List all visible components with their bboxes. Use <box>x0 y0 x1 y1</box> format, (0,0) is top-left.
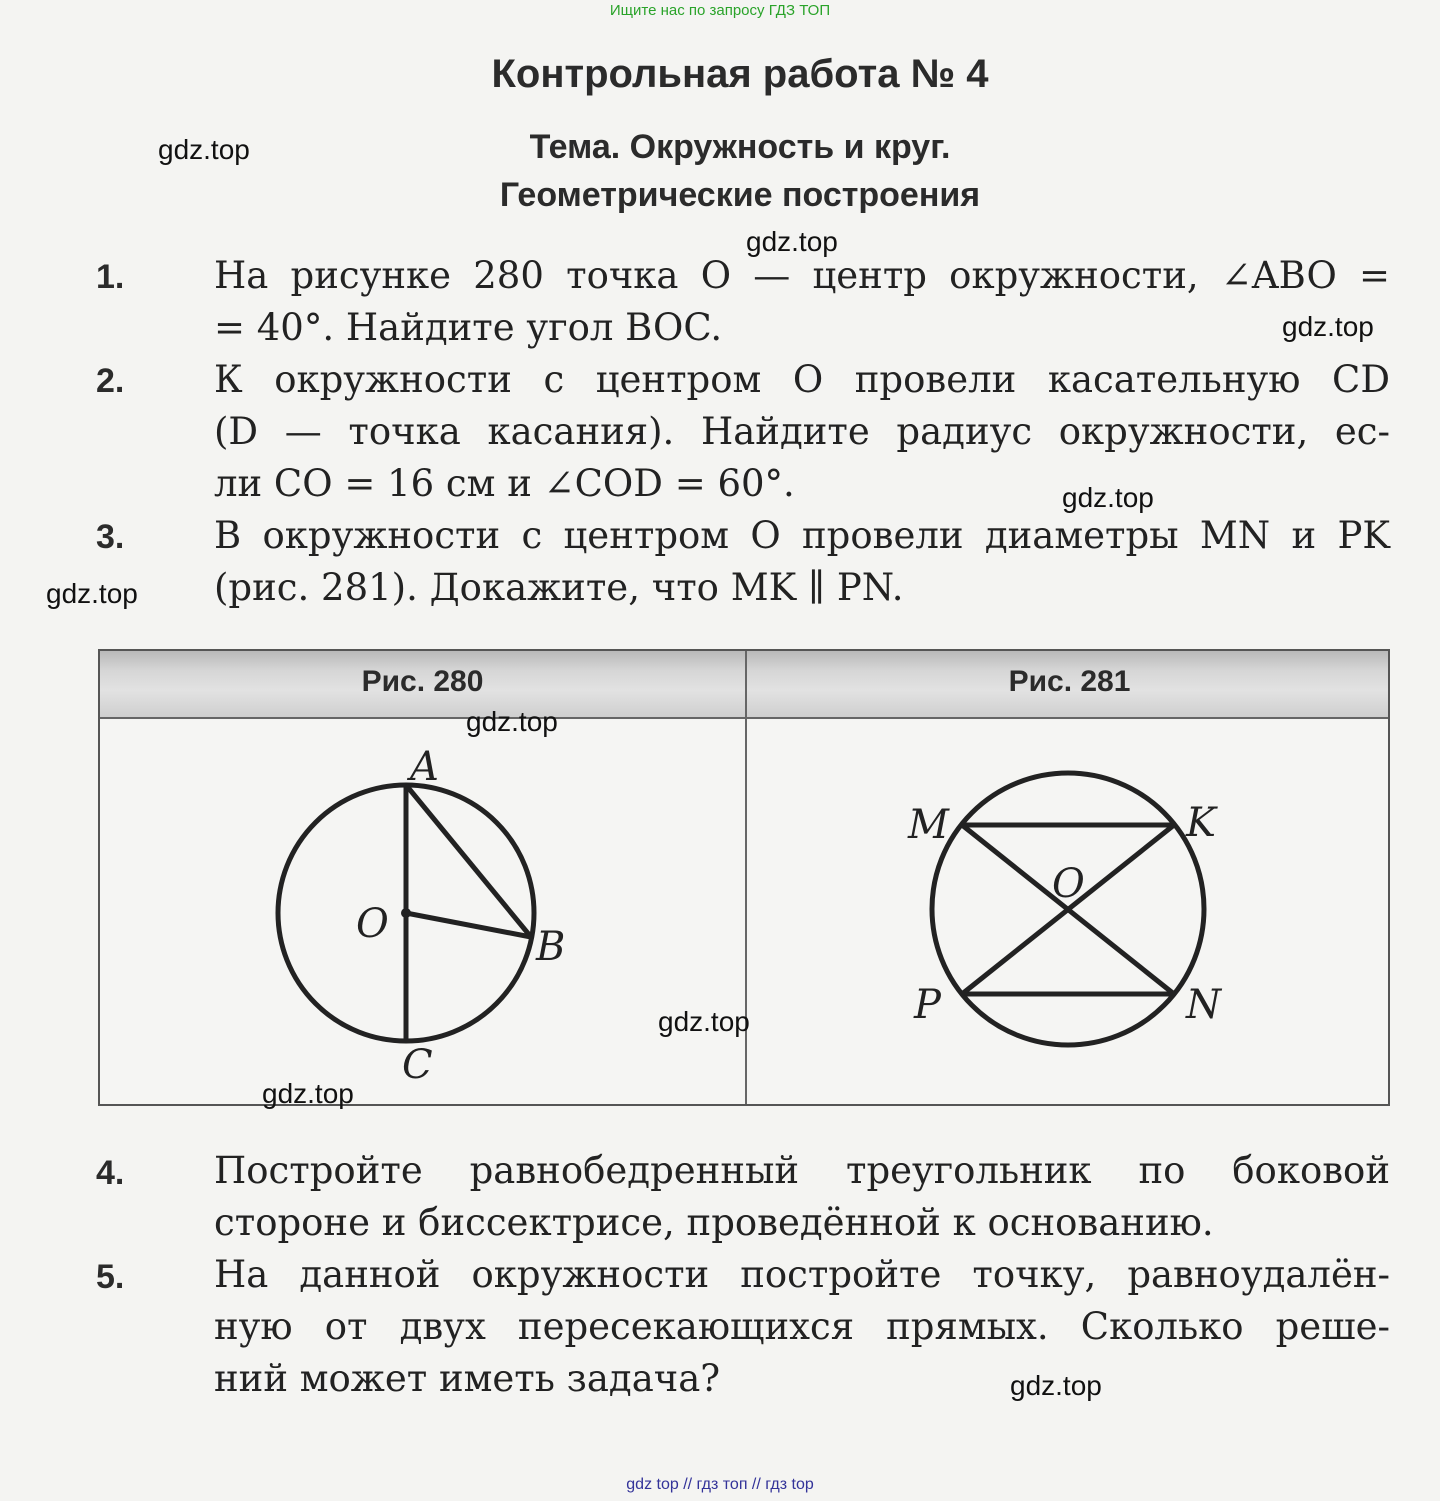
task-2-line-3: ли CO = 16 см и ∠COD = 60°. <box>214 462 795 505</box>
fig-281-label-m: M <box>908 802 949 848</box>
fig-280-label-c: C <box>402 1042 433 1088</box>
bottom-banner[interactable]: gdz top // гдз топ // гдз top <box>626 1476 814 1493</box>
fig-280-center-point <box>401 908 411 918</box>
watermark: gdz.top <box>1282 311 1374 342</box>
fig-281-diagram <box>900 760 1240 1050</box>
watermark: gdz.top <box>1010 1370 1102 1401</box>
fig-280-label-o: O <box>356 901 389 947</box>
task-1-line-2: = 40°. Найдите угол BOC. <box>214 306 723 349</box>
task-5-line-1: На данной окружности постройте точку, равноудалён- <box>214 1253 1390 1296</box>
task-4-line-1: Постройте равнобедренный треугольник по боковой <box>214 1149 1390 1192</box>
fig-281-label-k: K <box>1186 800 1216 846</box>
task-3-line-2: (рис. 281). Докажите, что MK ∥ PN. <box>214 566 904 609</box>
task-3-line-1: В окружности с центром O провели диаметры MN и PK <box>214 514 1390 557</box>
watermark: gdz.top <box>658 1006 750 1037</box>
watermark: gdz.top <box>262 1078 354 1109</box>
task-3-number: 3. <box>96 518 125 556</box>
task-4-number: 4. <box>96 1154 125 1192</box>
fig-281-label-n: N <box>1186 982 1221 1028</box>
fig-281-label-o: O <box>1052 861 1085 907</box>
watermark: gdz.top <box>158 134 250 165</box>
top-banner[interactable]: Ищите нас по запросу ГДЗ ТОП <box>609 2 831 19</box>
fig-280-diagram <box>260 740 590 1090</box>
fig-280-caption: Рис. 280 <box>361 665 484 698</box>
fig-280-label-b: B <box>536 924 566 970</box>
task-4-line-2: стороне и биссектрисе, проведённой к основанию. <box>214 1201 1214 1244</box>
task-5-line-2: ную от двух пересекающихся прямых. Сколько реше- <box>214 1305 1390 1348</box>
fig-280-label-a: A <box>410 744 439 790</box>
fig-281-label-p: P <box>914 982 941 1028</box>
task-2-number: 2. <box>96 362 125 400</box>
watermark: gdz.top <box>46 578 138 609</box>
watermark: gdz.top <box>466 706 558 737</box>
task-2-line-2: (D — точка касания). Найдите радиус окружности, ес- <box>214 410 1390 453</box>
task-5-number: 5. <box>96 1258 125 1296</box>
topic-line-1: Тема. Окружность и круг. <box>529 128 951 166</box>
fig-281-caption: Рис. 281 <box>1008 665 1131 698</box>
task-1-number: 1. <box>96 258 125 296</box>
watermark: gdz.top <box>746 226 838 257</box>
task-1-line-1: На рисунке 280 точка O — центр окружности, ∠ABO = <box>214 254 1390 297</box>
task-2-line-1: К окружности с центром O провели касательную CD <box>214 358 1390 401</box>
page-title: Контрольная работа № 4 <box>491 52 989 96</box>
task-5-line-3: ний может иметь задача? <box>214 1357 721 1400</box>
watermark: gdz.top <box>1062 482 1154 513</box>
topic-line-2: Геометрические построения <box>499 176 981 214</box>
